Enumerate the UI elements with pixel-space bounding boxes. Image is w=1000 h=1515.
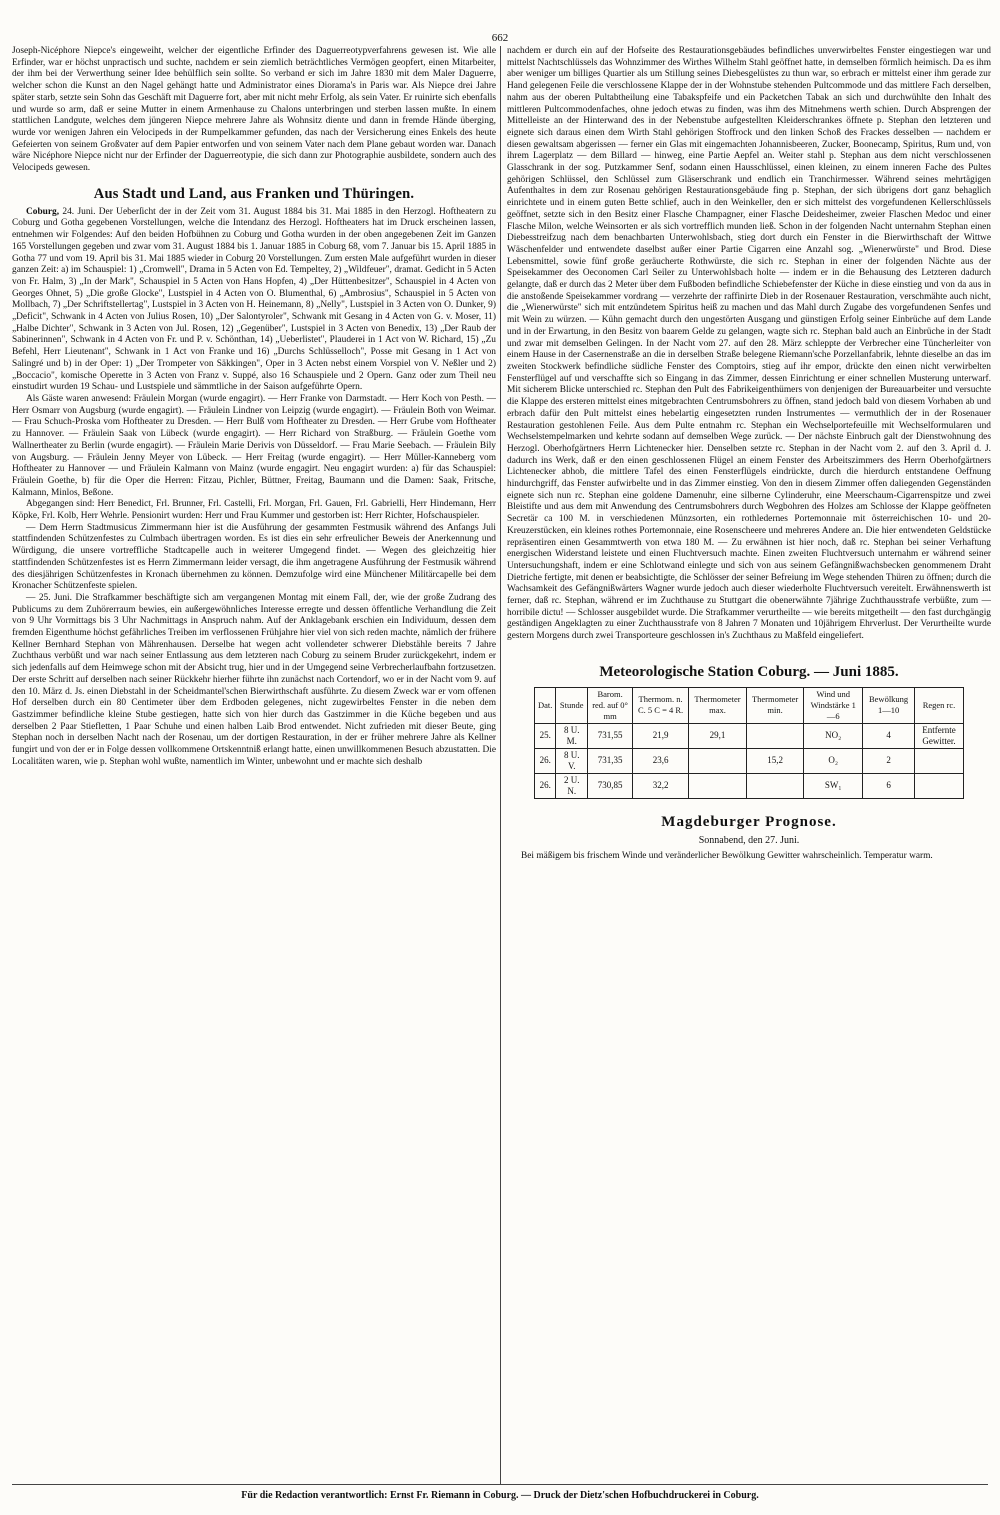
meteo-header: Barom. red. auf 0° mm	[588, 687, 633, 723]
table-cell: 29,1	[689, 723, 747, 748]
meteo-header: Wind und Windstärke 1—6	[804, 687, 863, 723]
table-cell	[914, 748, 963, 773]
table-cell: 6	[863, 773, 915, 798]
table-cell: 730,85	[588, 773, 633, 798]
column-divider	[500, 46, 501, 1484]
table-cell	[689, 773, 747, 798]
table-cell: O₂	[804, 748, 863, 773]
table-cell: 4	[863, 723, 915, 748]
table-cell: 26.	[535, 748, 556, 773]
table-cell	[746, 723, 803, 748]
article-theatre-text: 24. Juni. Der Ueberſicht der in der Zeit vom 31. August 1884 bis 31. Mai 1885 in den Herzogl. Hoftheatern zu Coburg und Gotha gegebenen Vorstellungen, welche die Intendanz des Herzogl. Hoftheaters hat im Druck erscheinen lassen, entnehmen wir Folgendes: Auf den beiden Hofbühnen zu Coburg und Gotha wurden in der oben angegebenen Zeit im Ganzen 165 Vorstellungen gegeben und zwar vom 31. August 1884 bis 1. Januar 1885 in Coburg 68, vom 7. Januar bis 15. April 1885 in Gotha 77 und vom 19. April bis 31. Mai 1885 wieder in Coburg 20 Vorstellungen. Zum ersten Male aufgeführt wurden in dieser ganzen Zeit: a) im Schauspiel: 1) „Cromwell", Drama in 5 Acten von Ed. Tempeltey, 2) „Wildfeuer", dramat. Gedicht in 5 Acten von Fr. Halm, 3) „In der Mark", Schauspiel in 5 Acten von Hans Hopfen, 4) „Der Hüttenbesitzer", Schauspiel in 4 Acten von Georges Ohnet, 5) „Die große Glocke", Lustspiel in 4 Acten von O. Blumenthal, 6) „Ambrosius", Schauspiel in 5 Acten von Mollbach, 7) „Der Schriftstellertag", Lustspiel in 3 Acten von H. Heinemann, 8) „Nelly", Lustspiel in 3 Acten von O. Dunker, 9) „Deficit", Schwank in 4 Acten von Julius Rosen, 10) „Der Salontyroler", Schwank mit Gesang in 4 Acten von G. v. Moser, 11) „Halbe Dichter", Schwank in 3 Acten von Jul. Rosen, 12) „Gegenüber", Lustspiel in 3 Acten von Benedix, 13) „Der Raub der Sabinerinnen", Schwank in 4 Acten von Fr. und P. v. Schönthan, 14) „Ueberlistet", Plauderei in 1 Act von W. Richard, 15) „Zu Befehl, Herr Lieutenant", Schwank in 1 Act von Franke und 16) „Durchs Schlüsselloch", Posse mit Gesang in 1 Act von Salingré und b) in der Oper: 1) „Der Trompeter von Säkkingen", Oper in 3 Acten nebst einem Vorspiel von V. Neßler und 2) „Boccacio", komische Operette in 3 Acten von Franz v. Suppé, also 16 Schauspiele und 2 Opern. Ganz oder zum Theil neu einstudirt wurden 19 Schau- und Lustspiele und sämmtliche in der Saison aufgeführte Opern.	[12, 206, 496, 393]
table-cell: 21,9	[633, 723, 689, 748]
table-cell: SW₁	[804, 773, 863, 798]
table-cell: Entfernte Gewitter.	[914, 723, 963, 748]
table-cell: 731,55	[588, 723, 633, 748]
meteo-header: Stunde	[556, 687, 588, 723]
right-column	[507, 46, 991, 1486]
prognose-date: Sonnabend, den 27. Juni.	[698, 834, 800, 846]
table-cell: 2 U. N.	[556, 773, 588, 798]
table-cell	[689, 748, 747, 773]
meteo-header: Thermometer max.	[689, 687, 747, 723]
table-cell: 32,2	[633, 773, 689, 798]
table-cell: 23,6	[633, 748, 689, 773]
table-cell: 2	[863, 748, 915, 773]
article-strafkammer: — 25. Juni. Die Strafkammer beschäftigte sich am vergangenen Montag mit einem Fall, der, wie der große Zudrang des Publicums zu dem Zuhörerraum bewies, ein außergewöhnliches Interesse erregte und dessen öffentliche Verhandlung die Zeit von 9 Uhr Vormittags bis 3 Uhr Nachmittags in Anspruch nahm. Auf der Anklagebank erschien ein Individuum, dessen dem fremden Eigenthume höchst gefährliches Treiben im verflossenen Frühjahre hier viel von sich reden machte, nämlich der frühere Kellner Bernhard Stephan von Mährenhausen. Derselbe hat wegen acht vollendeter schwerer Diebstähle bereits 7 Jahre Zuchthaus verbüßt und war nach seiner Entlassung aus dem letzteren nach Coburg zu seinem Bruder zurückgekehrt, indem er sich jedenfalls auf dem Heimwege schon mit der Absicht trug, hier und in der Umgegend seine Verbrecherlaufbahn fortzusetzen. Der erste Schritt auf derselben nach seiner Rückkehr hierher führte ihn zunächst nach Cortendorf, wo er in der Nacht vom 9. auf den 10. März d. Js. einen Diebstahl in der Scheidmantel'schen Bierwirthschaft ausführte. Zu diesem Zweck war er vom offenen Hof derselben durch ein 80 Centimeter über dem Erdboden gelegenes, nicht zugewirbeltes Fenster in die neben dem Gastzimmer befindliche kleine Stube gestiegen, hatte sich von hier durch das Gastzimmer in die Küche begeben und aus derselben 2 Paar Stiefletten, 1 Paar Schuhe und einen halben Laib Brod entwendet. Nicht zufrieden mit dieser Beute, ging Stephan noch in derselben Nacht nach der Rosenau, um der dortigen Restauration, in der er früher mehrere Jahre als Kellner fungirt und von der er in Folge dessen vollkommene Ortskenntniß erlangt hatte, einen unwillkommenen Besuch abzustatten. Die Localitäten waren, wie p. Stephan wohl wußte, namentlich im Winter, unbewohnt und er machte sich deshalb	[12, 592, 496, 767]
article-strafkammer-continued: nachdem er durch ein auf der Hofseite des Restaurationsgebäudes befindliches unverwirbeltes Fenster eingestiegen war und mittelst Nachtschlüssels das Wohnzimmer des Wirthes Wilhelm Stahl geöffnet hatte, in demselben förmlich heimisch. Da es ihm aber weniger um billiges Quartier als um Stillung seines Diebesgelüstes zu thun war, so erbrach er mittelst einer ihm gerade zur Hand gelegenen Feile die verschlossene Klappe der in der Wohnstube stehenden Pultcommode und das mittlere Fach derselben, nahm aus der oberen Pultabtheilung eine Tabakspfeife und ein Packetchen Tabak an sich und durchwühlte den Inhalt des mittleren Pultcommodenfaches, ohne jedoch etwas zu finden, was ihm des Mitnehmens werth schien. Durch Absprengen der Mittelleiste an der Hinterwand des in der Nebenstube aufgestellten Kleiderschrankes öffnete p. Stephan den letzteren und eignete sich daraus einen dem Wirth Stahl gehörigen Stoffrock und den linken Schoß des Frackes desselben — nachdem er diesen gewaltsam abgerissen — ferner ein Glas mit eingemachten Johannisbeeren, Zucker, Boonecamp, Spiritus, Rum und, von ihrem Lagerplatz — dem Billard — hinweg, eine Partie Aepfel an. Weiter stahl p. Stephan aus dem nicht verschlossenen Glasschrank in der sog. Putzkammer Senf, sodann einen Hausschlüssel, einen kleinen, zu einem inneren Fache des Pultes gehörigen Schlüssel, den Schlüssel zum Gläserschrank und endlich ein Tranchirmesser. Während seines mehrtägigen Aufenthaltes in dem zur Rosenau gehörigen Restaurationsgebäude fing p. Stephan, der sich übrigens dort ganz behaglich einrichtete und in einem guten Bette schlief, auch in den Weinkeller, den er sich mittelst des vorgefundenen Kellerschlüssels geöffnet, setzte sich in den Besitz einer Flasche Champagner, einer Flasche Deidesheimer, zweier Flaschen Medoc und einer Flasche Milon, welche Weinsorten er als sich vortrefflich munden ließ. Schon in der folgenden Nacht unternahm Stephan einen Diebesstreifzug nach dem benachbarten Unterwohlsbach, stieg dort durch ein Fenster in die Bierwirthschaft der Wittwe Wäschenfelder und entwendete daselbst außer einer Partie Cigarren eine Anzahl sog. „Wienerwürste" und Brod. Diese Lebensmittel, sowie fünf große geräucherte Rothwürste, die sich rc. Stephan in einer der folgenden Nächte aus der Speisekammer des Oeconomen Carl Seiler zu Unterwohlsbach holte — indem er in die Behausung des Letzteren dadurch gelangte, daß er durch das 2 Meter über dem Fußboden befindliche Schiebefenster der Küche in diese einstieg und von da aus in die anstoßende Speisekammer vordrang — verzehrte der raffinirte Dieb in der Rosenauer Restauration, verschmähte auch nicht, die „Wienerwürste" sich mit entzündetem Spiritus heiß zu machen und das Mahl durch Zugabe des vorgefundenen Senfes und mit Wein zu würzen. — Kühn gemacht durch den ungestörten Ausgang und günstigen Erfolg seiner Einbrüche auf dem Lande und in der Erwartung, in den Besitz von baarem Gelde zu gelangen, wagte sich rc. Stephan bald auch an Einbrüche in der Stadt und zwar mit demselben Gelingen. In der Nacht vom 27. auf den 28. März schleppte der Verbrecher eine Tüncherleiter von einem Hause in der Casernenstraße an die in derselben Straße belegene Riemann'sche Porzellanfabrik, lehnte dieselbe an das im zweiten Stockwerk befindliche südliche Fenster des Comptoirs, stieg auf ihr empor, drückte den einen nicht verwirbelten Fensterflügel auf und verschaffte sich so Eingang in das Zimmer, dessen Einrichtung er einer schnellen Musterung unterwarf. Mit sicherem Blicke unterschied rc. Stephan den Pult des Fabrikeigenthümers von denjenigen der Bureauarbeiter und versuchte die Klappe des ersteren mittelst eines mitgebrachten Centrumsbohrers zu öffnen, stand jedoch bald von diesem Vorhaben ab und erbrach dafür den Pult mittelst eines hebelartig eingesetzten runden Instrumentes — vermuthlich der in der Rosenauer Restauration gestohlenen Feile. Aus dem Pulte entnahm rc. Stephan ein Wechselportefeuille mit Wechselformularen und Wechselstempelmarken und kehrte sodann auf demselben Wege zurück. — Der nächste Einbruch galt der Dienstwohnung des Herzogl. Oberhofgärtners Herrn Lichtenecker hier. Denselben setzte rc. Stephan in der Nacht vom 2. auf den 3. April d. J. dadurch ins Werk, daß er den einen geschlossenen Flügel an einem Fenster des Arbeitszimmers des Herrn Oberhofgärtners Lichtenecker abhob, die mittlere Tafel des einen Fensterflügels eindrückte, durch die hierdurch entstandene Oeffnung hindurchgriff, das Fenster aufwirbelte und in das Zimmer einstieg. Von den in diesem Zimmer offen daliegenden Gegenständen eignete sich nun rc. Stephan eine goldene Damenuhr, eine silberne Cylinderuhr, eine Meerschaum-Cigarrenspitze und zwei Bleistifte und aus dem mit Anwendung des Centrumsbohrers durch Wegbohren des Holzes am Schlosse der Klappe geöffneten Secretär ca 100 M. in verschiedenen Münzsorten, ein rothledernes Portemonnaie mit österreichischen 10- und 20-Kreuzerstücken, ein kleines rothes Portemonnaie, eine Rosenscheere und mehreres Andere an. Die hier entwendeten Geldstücke repräsentiren einen Gesammtwerth von etwa 180 M. — Zu erwähnen ist hier noch, daß rc. Stephan bei seiner Verhaftung energischen Widerstand leistete und einen Fluchtversuch machte. Einen zweiten Fluchtversuch unternahm er während seiner Untersuchungshaft, indem er eine Schlotwand einlegte und sich von aus seinem Gefängnißwachsbecken genommenem Draht Dietriche fertigte, mit denen er beabsichtigte, die Schlösser der seiner Befreiung im Wege stehenden Thüren zu öffnen; durch die Wachsamkeit des Gefängnißwärters Wagner wurde jedoch auch dieser wiederholte Fluchtversuch vereitelt. Erwähnenswerth ist ferner, daß rc. Stephan, während er im Zuchthause zu Stuttgart die obenerwähnte 7jährige Zuchthausstrafe verbüßte, zum — horribile dictu! — Schlosser ausgebildet wurde. Die Strafkammer verurtheilte — wie bereits mitgetheilt — den fast durchgängig geständigen Angeklagten zu einer Zuchthausstrafe von 8 Jahren 7 Monaten und 10jährigem Ehrverlust. Der Verurtheilte wurde gestern Morgens durch zwei Transporteure geschlossen in's Zuchthaus zu Maßfeld eingeliefert.	[507, 46, 991, 642]
table-cell	[746, 773, 803, 798]
article-departures: Abgegangen sind: Herr Benedict, Frl. Brunner, Frl. Castelli, Frl. Morgan, Frl. Gauen, Frl. Gabrielli, Herr Hindemann, Herr Köpke, Frl. Kolb, Herr Wehrle. Pensionirt wurden: Herr und Frau Kummer und gestorben ist: Herr Richter, Hofschauspieler.	[12, 499, 496, 522]
footer-rule	[12, 1484, 988, 1485]
table-cell: 15,2	[746, 748, 803, 773]
meteo-header: Thermometer min.	[746, 687, 803, 723]
table-cell: 8 U. M.	[556, 723, 588, 748]
meteo-table	[534, 687, 964, 799]
meteo-title: Meteorologische Station Coburg. — Juni 1885.	[599, 663, 899, 680]
table-cell: 731,35	[588, 748, 633, 773]
dateline: Coburg,	[26, 206, 60, 217]
meteo-header: Dat.	[535, 687, 556, 723]
article-guests: Als Gäste waren anwesend: Fräulein Morgan (wurde engagirt). — Herr Franke von Darmstadt. — Herr Koch von Pesth. — Herr Osmarr von Augsburg (wurde engagirt). — Fräulein Lindner von Leipzig (wurde engagirt). — Fräulein Both von Weimar. — Frau Schuch-Proska vom Hoftheater zu Dresden. — Herr Bulß vom Hoftheater zu Dresden. — Herr Grube vom Hoftheater zu Hannover. — Fräulein Saak von Lübeck (wurde engagirt). — Herr Richard von Straßburg. — Fräulein Goethe vom Wallnertheater zu Berlin (wurde engagirt). — Fräulein Marie Derivis von Düsseldorf. — Frau Marie Seebach. — Fräulein Bily von Augsburg. — Fräulein Jenny Meyer von Lübeck. — Herr Freitag (wurde engagirt). — Herr Müller-Kanneberg vom Hoftheater zu Hannover — und Fräulein Kalmann von Mainz (wurde engagirt. Neu engagirt wurden: a) für das Schauspiel: Fräulein Goethe, b) für die Oper die Herren: Fitzau, Pichler, Büttner, Freitag, Baumann und die Damen: Saak, Fritsche, Kalmann, Minlos, Beßone.	[12, 393, 496, 498]
article-theatre	[12, 207, 496, 394]
table-cell: 26.	[535, 773, 556, 798]
article-stadtmusicus: — Dem Herrn Stadtmusicus Zimmermann hier ist die Ausführung der gesammten Festmusik während des Anfangs Juli stattfindenden Schützenfestes zu Culmbach übertragen worden. Es ist dies ein sehr erfreulicher Beweis der Anerkennung und Würdigung, die unsere vortreffliche Stadtcapelle auch in weiterer Umgegend findet. — Wegen des gleichzeitig hier stattfindenden Schützenfestes ist es Herrn Zimmermann leider versagt, die ihm angetragene Ausführung der Festmusik während des diesjährigen Schützenfestes in Kronach übernehmen zu können. Demzufolge wird eine Münchener Militärcapelle bei dem Kronacher Schützenfeste spielen.	[12, 522, 496, 592]
meteo-header: Bewölkung 1—10	[863, 687, 915, 723]
table-row	[535, 723, 964, 748]
meteo-header: Thermom. n. C. 5 C = 4 R.	[633, 687, 689, 723]
article-niepce: Joseph-Nicéphore Niepce's eingeweiht, welcher der eigentliche Erfinder des Daguerreotypverfahrens gewesen ist. Wie alle Erfinder, war er höchst unpractisch und suchte, nachdem er sein ziemlich beträchtliches Vermögen geopfert, einen Mitarbeiter, der ihm bei der Verwerthung seiner Idee behülflich sein sollte. So verband er sich im Jahre 1830 mit dem Maler Daguerre, welcher schon die Kunst an den Nagel gehängt hatte und Administrator eines Diorama's in Paris war. Als Niepce drei Jahre später starb, setzte sein Sohn das Geschäft mit Daguerre fort, aber mit nicht mehr Erfolg, als sein Vater. Er ruinirte sich ebenfalls und wurde so arm, daß er seine Mutter in einem Armenhause zu Chalons unterbringen und sterben lassen mußte. In einem stattlichen Landgute, welches dem jüngeren Niepce mehrere Jahre als Wohnsitz diente und dann in fremde Hände überging, wurde vor wenigen Jahren ein Velocipeds in der Rumpelkammer gefunden, das nach der Versicherung eines Enkels des heute Gefeierten von seinem Großvater auf dem Papier entworfen und von seinem Vater nach dem Plane gebaut worden war. Danach wäre Nicéphore Niepce nicht nur der Erfinder der Daguerreotypie, die sich dann zur Photographie ausbildete, sondern auch des Velocipeds gewesen.	[12, 46, 496, 174]
prognose-title: Magdeburger Prognose.	[661, 813, 837, 830]
page-number: 662	[491, 32, 509, 44]
meteo-header: Regen rc.	[914, 687, 963, 723]
imprint-footer: Für die Redaction verantwortlich: Ernst Fr. Riemann in Coburg. — Druck der Dietz'schen Hofbuchdruckerei in Coburg.	[241, 1490, 759, 1501]
left-column	[12, 46, 496, 1484]
prognose-text: Bei mäßigem bis frischem Winde und veränderlicher Bewölkung Gewitter wahrscheinlich. Temperatur warm.	[521, 850, 933, 861]
table-row	[535, 748, 964, 773]
meteo-header-row	[535, 687, 964, 723]
table-cell: 25.	[535, 723, 556, 748]
section-title: Aus Stadt und Land, aus Franken und Thüringen.	[93, 185, 415, 202]
table-row	[535, 773, 964, 798]
table-cell: 8 U. V.	[556, 748, 588, 773]
table-cell: NO₂	[804, 723, 863, 748]
table-cell	[914, 773, 963, 798]
